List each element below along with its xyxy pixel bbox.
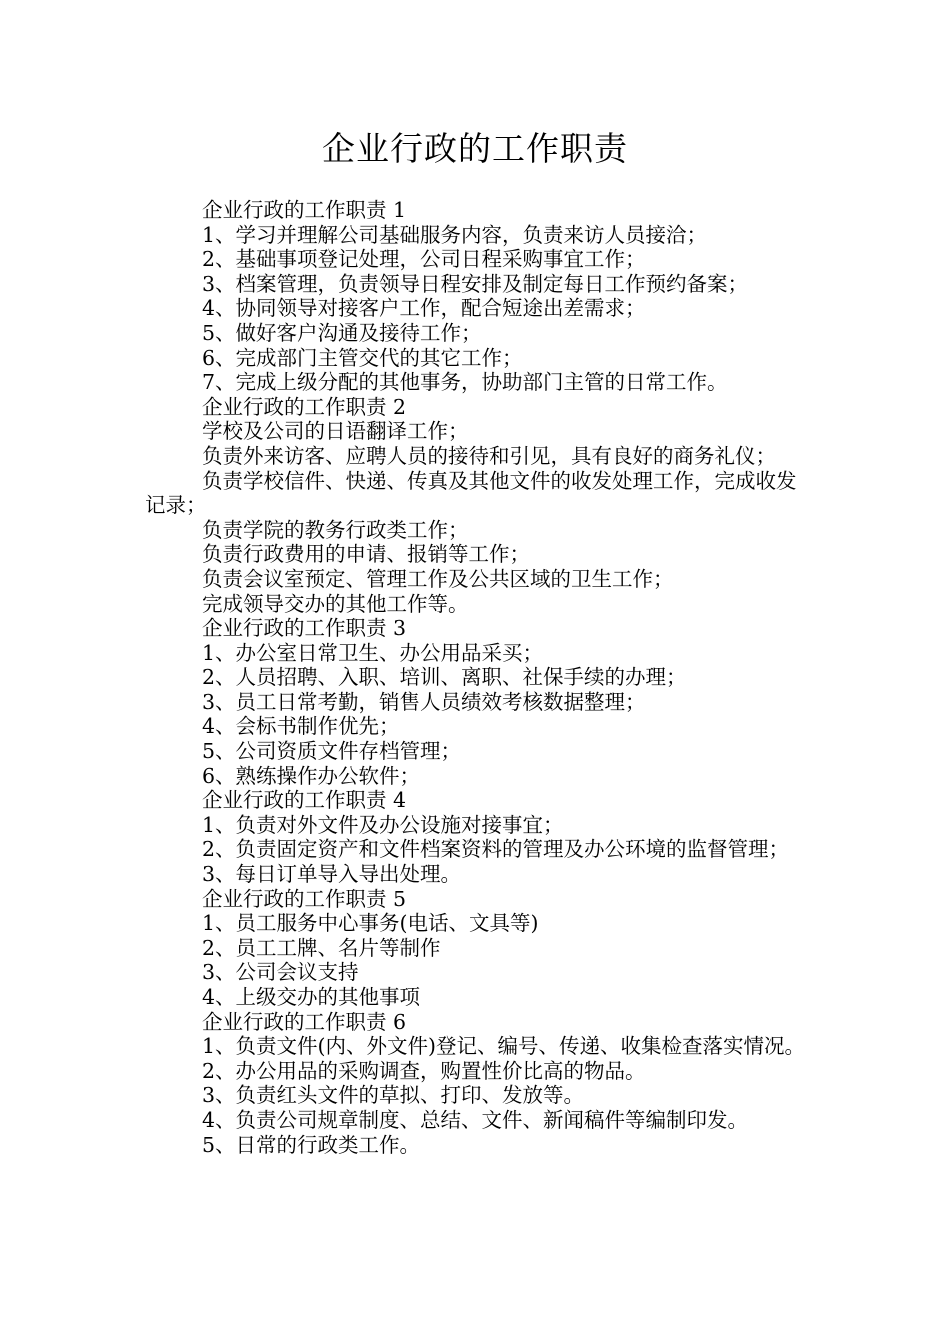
body-paragraph: 3、负责红头文件的草拟、打印、发放等。 — [202, 1083, 585, 1108]
body-paragraph: 4、上级交办的其他事项 — [202, 985, 421, 1009]
section-heading: 企业行政的工作职责 4 — [202, 788, 407, 813]
body-paragraph: 6、完成部门主管交代的其它工作； — [202, 345, 523, 370]
section-heading: 企业行政的工作职责 6 — [202, 1009, 407, 1034]
body-paragraph: 3、员工日常考勤，销售人员绩效考核数据整理； — [202, 689, 646, 714]
body-paragraph: 2、负责固定资产和文件档案资料的管理及办公环境的监督管理； — [202, 837, 790, 862]
body-paragraph: 负责学院的教务行政类工作； — [202, 517, 469, 542]
body-paragraph: 4、负责公司规章制度、总结、文件、新闻稿件等编制印发。 — [202, 1107, 749, 1132]
document-title: 企业行政的工作职责 — [322, 129, 628, 168]
body-paragraph: 2、办公用品的采购调查，购置性价比高的物品。 — [202, 1058, 646, 1083]
body-paragraph: 1、负责对外文件及办公设施对接事宜； — [202, 812, 564, 837]
section-heading: 企业行政的工作职责 1 — [202, 198, 407, 222]
body-paragraph: 4、协同领导对接客户工作，配合短途出差需求； — [202, 296, 646, 321]
section-heading: 企业行政的工作职责 5 — [202, 886, 407, 911]
section-heading: 企业行政的工作职责 3 — [202, 616, 407, 641]
body-paragraph: 1、学习并理解公司基础服务内容，负责来访人员接洽； — [202, 222, 708, 247]
body-paragraph: 2、基础事项登记处理，公司日程采购事宜工作； — [202, 247, 646, 272]
body-paragraph: 负责学校信件、快递、传真及其他文件的收发处理工作，完成收发记录； — [145, 468, 797, 518]
body-paragraph: 4、会标书制作优先； — [202, 714, 400, 739]
body-paragraph: 1、办公室日常卫生、办公用品采买； — [202, 640, 544, 665]
body-paragraph: 2、人员招聘、入职、培训、离职、社保手续的办理； — [202, 665, 687, 690]
body-paragraph: 3、公司会议支持 — [202, 960, 359, 985]
body-paragraph: 3、档案管理，负责领导日程安排及制定每日工作预约备案； — [202, 271, 749, 296]
body-paragraph: 负责会议室预定、管理工作及公共区域的卫生工作； — [202, 566, 674, 591]
body-paragraph: 学校及公司的日语翻译工作； — [202, 419, 469, 444]
document-body — [145, 198, 811, 1157]
body-paragraph: 1、负责文件(内、外文件)登记、编号、传递、收集检查落实情况。 — [202, 1034, 806, 1059]
body-paragraph: 负责行政费用的申请、报销等工作； — [202, 542, 530, 567]
body-paragraph: 完成领导交办的其他工作等。 — [202, 591, 469, 616]
body-paragraph: 5、公司资质文件存档管理； — [202, 739, 462, 764]
body-paragraph: 1、员工服务中心事务(电话、文具等) — [202, 911, 539, 936]
body-paragraph: 5、日常的行政类工作。 — [202, 1132, 421, 1157]
body-paragraph: 2、员工工牌、名片等制作 — [202, 935, 441, 960]
body-paragraph: 6、熟练操作办公软件； — [202, 763, 421, 788]
body-paragraph: 7、完成上级分配的其他事务，协助部门主管的日常工作。 — [202, 370, 728, 395]
body-paragraph: 5、做好客户沟通及接待工作； — [202, 320, 482, 345]
body-paragraph: 3、每日订单导入导出处理。 — [202, 862, 462, 887]
section-heading: 企业行政的工作职责 2 — [202, 394, 407, 419]
body-paragraph: 负责外来访客、应聘人员的接待和引见，具有良好的商务礼仪； — [202, 443, 776, 468]
